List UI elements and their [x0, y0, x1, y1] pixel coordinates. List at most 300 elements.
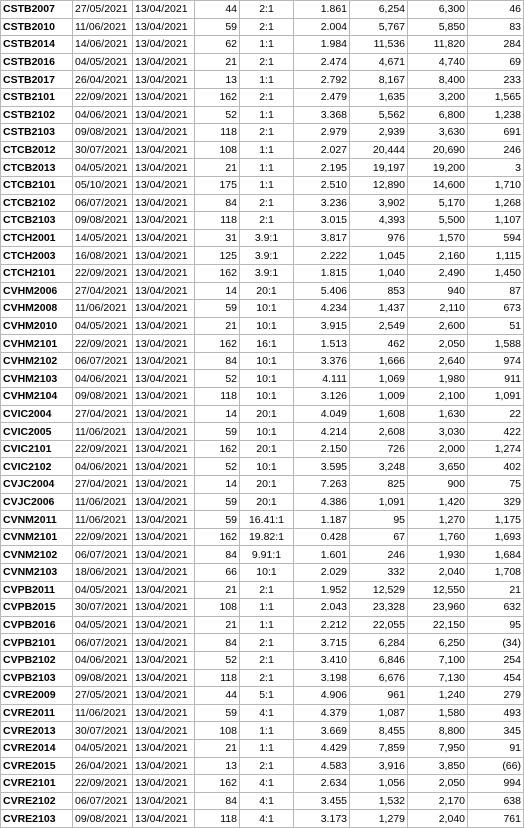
- cell-value: 3.455: [294, 792, 350, 810]
- cell-warrant-code: CVNM2102: [1, 546, 73, 564]
- cell-conversion-ratio: 2:1: [240, 88, 294, 106]
- cell-value: 2.212: [294, 616, 350, 634]
- cell-warrant-code: CSTB2017: [1, 71, 73, 89]
- cell-difference: 493: [468, 704, 524, 722]
- cell-conversion-ratio: 16.41:1: [240, 511, 294, 529]
- cell-days-remaining: 162: [195, 335, 240, 353]
- cell-warrant-code: CVHM2101: [1, 335, 73, 353]
- cell-col-7: 6,284: [350, 634, 408, 652]
- cell-value: 3.376: [294, 352, 350, 370]
- cell-valuation-date: 13/04/2021: [133, 264, 195, 282]
- cell-conversion-ratio: 1:1: [240, 71, 294, 89]
- cell-maturity-date: 22/09/2021: [73, 440, 133, 458]
- table-row: [1, 722, 524, 740]
- cell-col-7: 4,393: [350, 212, 408, 230]
- cell-value: 3.669: [294, 722, 350, 740]
- cell-col-7: 332: [350, 564, 408, 582]
- cell-col-8: 5,170: [408, 194, 468, 212]
- table-row: [1, 159, 524, 177]
- table-row: [1, 352, 524, 370]
- cell-conversion-ratio: 2:1: [240, 651, 294, 669]
- cell-col-7: 4,671: [350, 53, 408, 71]
- cell-valuation-date: 13/04/2021: [133, 106, 195, 124]
- cell-col-7: 19,197: [350, 159, 408, 177]
- cell-warrant-code: CVRE2011: [1, 704, 73, 722]
- cell-col-8: 20,690: [408, 141, 468, 159]
- cell-days-remaining: 59: [195, 493, 240, 511]
- table-row: [1, 194, 524, 212]
- cell-valuation-date: 13/04/2021: [133, 317, 195, 335]
- cell-warrant-code: CVRE2102: [1, 792, 73, 810]
- table-row: [1, 739, 524, 757]
- cell-warrant-code: CVRE2014: [1, 739, 73, 757]
- cell-value: 1.861: [294, 1, 350, 19]
- cell-col-7: 67: [350, 528, 408, 546]
- cell-difference: 22: [468, 405, 524, 423]
- cell-warrant-code: CSTB2014: [1, 36, 73, 54]
- cell-days-remaining: 175: [195, 176, 240, 194]
- cell-days-remaining: 14: [195, 405, 240, 423]
- cell-col-8: 7,130: [408, 669, 468, 687]
- cell-conversion-ratio: 2:1: [240, 194, 294, 212]
- cell-col-7: 1,069: [350, 370, 408, 388]
- cell-difference: 1,107: [468, 212, 524, 230]
- cell-col-7: 1,040: [350, 264, 408, 282]
- cell-col-7: 23,328: [350, 599, 408, 617]
- cell-value: 0.428: [294, 528, 350, 546]
- cell-warrant-code: CVHM2010: [1, 317, 73, 335]
- cell-col-8: 1,630: [408, 405, 468, 423]
- cell-col-8: 1,980: [408, 370, 468, 388]
- cell-maturity-date: 09/08/2021: [73, 124, 133, 142]
- cell-maturity-date: 27/05/2021: [73, 1, 133, 19]
- cell-difference: 1,588: [468, 335, 524, 353]
- cell-warrant-code: CTCH2003: [1, 247, 73, 265]
- cell-conversion-ratio: 10:1: [240, 352, 294, 370]
- cell-valuation-date: 13/04/2021: [133, 352, 195, 370]
- cell-difference: 1,238: [468, 106, 524, 124]
- cell-difference: 402: [468, 458, 524, 476]
- cell-maturity-date: 14/06/2021: [73, 36, 133, 54]
- cell-col-7: 726: [350, 440, 408, 458]
- cell-col-7: 6,676: [350, 669, 408, 687]
- cell-col-8: 3,630: [408, 124, 468, 142]
- cell-warrant-code: CVJC2006: [1, 493, 73, 511]
- cell-conversion-ratio: 2:1: [240, 634, 294, 652]
- cell-col-8: 2,050: [408, 775, 468, 793]
- table-row: [1, 264, 524, 282]
- cell-col-8: 3,850: [408, 757, 468, 775]
- cell-difference: 95: [468, 616, 524, 634]
- cell-value: 2.979: [294, 124, 350, 142]
- table-row: [1, 476, 524, 494]
- cell-warrant-code: CVPB2101: [1, 634, 73, 652]
- cell-col-8: 2,050: [408, 335, 468, 353]
- table-row: [1, 247, 524, 265]
- cell-value: 1.601: [294, 546, 350, 564]
- table-row: [1, 124, 524, 142]
- cell-value: 1.187: [294, 511, 350, 529]
- cell-difference: 75: [468, 476, 524, 494]
- table-row: [1, 317, 524, 335]
- table-row: [1, 405, 524, 423]
- cell-valuation-date: 13/04/2021: [133, 159, 195, 177]
- cell-value: 1.513: [294, 335, 350, 353]
- cell-value: 4.906: [294, 687, 350, 705]
- cell-col-8: 14,600: [408, 176, 468, 194]
- cell-valuation-date: 13/04/2021: [133, 141, 195, 159]
- cell-warrant-code: CVIC2101: [1, 440, 73, 458]
- cell-warrant-code: CSTB2007: [1, 1, 73, 19]
- cell-value: 3.173: [294, 810, 350, 828]
- cell-difference: 761: [468, 810, 524, 828]
- cell-col-7: 3,902: [350, 194, 408, 212]
- cell-col-7: 6,846: [350, 651, 408, 669]
- cell-difference: 3: [468, 159, 524, 177]
- cell-difference: 83: [468, 18, 524, 36]
- cell-conversion-ratio: 2:1: [240, 18, 294, 36]
- cell-valuation-date: 13/04/2021: [133, 194, 195, 212]
- cell-maturity-date: 11/06/2021: [73, 423, 133, 441]
- table-row: [1, 651, 524, 669]
- cell-maturity-date: 04/05/2021: [73, 317, 133, 335]
- table-row: [1, 423, 524, 441]
- cell-col-8: 940: [408, 282, 468, 300]
- cell-col-8: 4,740: [408, 53, 468, 71]
- cell-conversion-ratio: 10:1: [240, 300, 294, 318]
- cell-conversion-ratio: 2:1: [240, 53, 294, 71]
- cell-maturity-date: 04/05/2021: [73, 739, 133, 757]
- cell-difference: 345: [468, 722, 524, 740]
- table-row: [1, 493, 524, 511]
- cell-difference: 87: [468, 282, 524, 300]
- cell-days-remaining: 162: [195, 264, 240, 282]
- cell-difference: 1,450: [468, 264, 524, 282]
- cell-value: 4.234: [294, 300, 350, 318]
- cell-conversion-ratio: 20:1: [240, 282, 294, 300]
- cell-col-7: 3,916: [350, 757, 408, 775]
- table-row: [1, 511, 524, 529]
- cell-warrant-code: CVHM2103: [1, 370, 73, 388]
- cell-col-7: 1,666: [350, 352, 408, 370]
- cell-col-7: 1,437: [350, 300, 408, 318]
- cell-days-remaining: 162: [195, 528, 240, 546]
- cell-value: 1.815: [294, 264, 350, 282]
- cell-col-8: 1,930: [408, 546, 468, 564]
- table-row: [1, 704, 524, 722]
- cell-maturity-date: 30/07/2021: [73, 599, 133, 617]
- table-row: [1, 300, 524, 318]
- cell-warrant-code: CTCH2001: [1, 229, 73, 247]
- cell-col-8: 7,950: [408, 739, 468, 757]
- cell-conversion-ratio: 19.82:1: [240, 528, 294, 546]
- cell-col-8: 6,250: [408, 634, 468, 652]
- table-row: [1, 370, 524, 388]
- cell-value: 2.029: [294, 564, 350, 582]
- cell-col-8: 19,200: [408, 159, 468, 177]
- cell-maturity-date: 26/04/2021: [73, 71, 133, 89]
- cell-conversion-ratio: 1:1: [240, 106, 294, 124]
- cell-warrant-code: CVIC2102: [1, 458, 73, 476]
- cell-conversion-ratio: 2:1: [240, 669, 294, 687]
- cell-conversion-ratio: 20:1: [240, 440, 294, 458]
- table-row: [1, 88, 524, 106]
- cell-days-remaining: 84: [195, 352, 240, 370]
- cell-valuation-date: 13/04/2021: [133, 722, 195, 740]
- cell-difference: 1,115: [468, 247, 524, 265]
- cell-warrant-code: CVNM2101: [1, 528, 73, 546]
- cell-warrant-code: CTCB2013: [1, 159, 73, 177]
- cell-col-8: 8,400: [408, 71, 468, 89]
- cell-col-8: 3,030: [408, 423, 468, 441]
- cell-maturity-date: 11/06/2021: [73, 493, 133, 511]
- cell-col-7: 2,549: [350, 317, 408, 335]
- cell-days-remaining: 108: [195, 599, 240, 617]
- cell-conversion-ratio: 3.9:1: [240, 264, 294, 282]
- cell-warrant-code: CTCB2102: [1, 194, 73, 212]
- cell-col-8: 1,420: [408, 493, 468, 511]
- cell-value: 4.583: [294, 757, 350, 775]
- cell-warrant-code: CVNM2103: [1, 564, 73, 582]
- cell-days-remaining: 84: [195, 546, 240, 564]
- cell-conversion-ratio: 1:1: [240, 739, 294, 757]
- cell-maturity-date: 06/07/2021: [73, 194, 133, 212]
- cell-conversion-ratio: 1:1: [240, 722, 294, 740]
- cell-maturity-date: 22/09/2021: [73, 528, 133, 546]
- cell-col-7: 1,087: [350, 704, 408, 722]
- cell-days-remaining: 21: [195, 159, 240, 177]
- cell-value: 4.111: [294, 370, 350, 388]
- cell-warrant-code: CVRE2009: [1, 687, 73, 705]
- cell-maturity-date: 04/06/2021: [73, 370, 133, 388]
- cell-maturity-date: 11/06/2021: [73, 300, 133, 318]
- cell-value: 3.126: [294, 388, 350, 406]
- table-row: [1, 18, 524, 36]
- cell-conversion-ratio: 1:1: [240, 616, 294, 634]
- cell-conversion-ratio: 1:1: [240, 176, 294, 194]
- cell-col-7: 11,536: [350, 36, 408, 54]
- cell-days-remaining: 52: [195, 106, 240, 124]
- cell-maturity-date: 27/04/2021: [73, 282, 133, 300]
- cell-conversion-ratio: 1:1: [240, 141, 294, 159]
- cell-maturity-date: 30/07/2021: [73, 141, 133, 159]
- cell-valuation-date: 13/04/2021: [133, 775, 195, 793]
- cell-days-remaining: 59: [195, 18, 240, 36]
- cell-maturity-date: 14/05/2021: [73, 229, 133, 247]
- cell-valuation-date: 13/04/2021: [133, 634, 195, 652]
- cell-col-8: 7,100: [408, 651, 468, 669]
- cell-value: 3.410: [294, 651, 350, 669]
- cell-valuation-date: 13/04/2021: [133, 476, 195, 494]
- cell-value: 3.368: [294, 106, 350, 124]
- cell-maturity-date: 27/05/2021: [73, 687, 133, 705]
- cell-valuation-date: 13/04/2021: [133, 1, 195, 19]
- cell-col-7: 8,455: [350, 722, 408, 740]
- cell-days-remaining: 21: [195, 53, 240, 71]
- cell-maturity-date: 27/04/2021: [73, 476, 133, 494]
- cell-value: 4.386: [294, 493, 350, 511]
- cell-col-8: 22,150: [408, 616, 468, 634]
- cell-col-8: 2,110: [408, 300, 468, 318]
- cell-valuation-date: 13/04/2021: [133, 53, 195, 71]
- cell-warrant-code: CVPB2103: [1, 669, 73, 687]
- table-row: [1, 528, 524, 546]
- cell-col-8: 2,040: [408, 810, 468, 828]
- cell-value: 3.817: [294, 229, 350, 247]
- cell-warrant-code: CVIC2005: [1, 423, 73, 441]
- cell-col-8: 1,580: [408, 704, 468, 722]
- table-row: [1, 616, 524, 634]
- cell-col-7: 12,890: [350, 176, 408, 194]
- cell-days-remaining: 118: [195, 124, 240, 142]
- cell-col-8: 11,820: [408, 36, 468, 54]
- cell-days-remaining: 21: [195, 739, 240, 757]
- cell-maturity-date: 09/08/2021: [73, 212, 133, 230]
- cell-maturity-date: 04/06/2021: [73, 106, 133, 124]
- cell-valuation-date: 13/04/2021: [133, 229, 195, 247]
- cell-value: 2.222: [294, 247, 350, 265]
- cell-col-7: 1,091: [350, 493, 408, 511]
- cell-difference: 1,693: [468, 528, 524, 546]
- cell-maturity-date: 05/10/2021: [73, 176, 133, 194]
- cell-valuation-date: 13/04/2021: [133, 564, 195, 582]
- cell-valuation-date: 13/04/2021: [133, 282, 195, 300]
- cell-col-7: 7,859: [350, 739, 408, 757]
- table-row: [1, 564, 524, 582]
- cell-valuation-date: 13/04/2021: [133, 388, 195, 406]
- cell-difference: 51: [468, 317, 524, 335]
- cell-valuation-date: 13/04/2021: [133, 247, 195, 265]
- cell-col-7: 1,045: [350, 247, 408, 265]
- cell-difference: 246: [468, 141, 524, 159]
- cell-warrant-code: CVHM2008: [1, 300, 73, 318]
- cell-value: 3.715: [294, 634, 350, 652]
- cell-col-7: 462: [350, 335, 408, 353]
- cell-warrant-code: CSTB2010: [1, 18, 73, 36]
- cell-value: 4.429: [294, 739, 350, 757]
- cell-valuation-date: 13/04/2021: [133, 651, 195, 669]
- cell-conversion-ratio: 2:1: [240, 757, 294, 775]
- cell-conversion-ratio: 4:1: [240, 792, 294, 810]
- cell-conversion-ratio: 4:1: [240, 704, 294, 722]
- cell-days-remaining: 44: [195, 1, 240, 19]
- cell-col-7: 853: [350, 282, 408, 300]
- cell-maturity-date: 22/09/2021: [73, 335, 133, 353]
- cell-col-7: 1,608: [350, 405, 408, 423]
- cell-warrant-code: CVPB2011: [1, 581, 73, 599]
- cell-valuation-date: 13/04/2021: [133, 212, 195, 230]
- cell-difference: 673: [468, 300, 524, 318]
- cell-days-remaining: 118: [195, 669, 240, 687]
- cell-days-remaining: 162: [195, 88, 240, 106]
- cell-days-remaining: 62: [195, 36, 240, 54]
- table-row: [1, 775, 524, 793]
- cell-col-7: 5,562: [350, 106, 408, 124]
- cell-difference: 233: [468, 71, 524, 89]
- cell-days-remaining: 21: [195, 581, 240, 599]
- cell-warrant-code: CVRE2015: [1, 757, 73, 775]
- cell-days-remaining: 52: [195, 651, 240, 669]
- cell-col-7: 20,444: [350, 141, 408, 159]
- cell-warrant-code: CVNM2011: [1, 511, 73, 529]
- cell-value: 2.195: [294, 159, 350, 177]
- cell-valuation-date: 13/04/2021: [133, 546, 195, 564]
- cell-difference: 1,091: [468, 388, 524, 406]
- cell-conversion-ratio: 10:1: [240, 564, 294, 582]
- cell-maturity-date: 22/09/2021: [73, 88, 133, 106]
- table-row: [1, 458, 524, 476]
- cell-days-remaining: 125: [195, 247, 240, 265]
- cell-maturity-date: 26/04/2021: [73, 757, 133, 775]
- cell-conversion-ratio: 10:1: [240, 458, 294, 476]
- cell-col-8: 2,160: [408, 247, 468, 265]
- cell-maturity-date: 04/05/2021: [73, 581, 133, 599]
- cell-difference: 1,684: [468, 546, 524, 564]
- cell-difference: (34): [468, 634, 524, 652]
- table-row: [1, 792, 524, 810]
- cell-days-remaining: 118: [195, 810, 240, 828]
- cell-conversion-ratio: 5:1: [240, 687, 294, 705]
- cell-warrant-code: CSTB2016: [1, 53, 73, 71]
- cell-col-7: 1,635: [350, 88, 408, 106]
- cell-warrant-code: CTCH2101: [1, 264, 73, 282]
- cell-col-8: 12,550: [408, 581, 468, 599]
- table-row: [1, 634, 524, 652]
- cell-days-remaining: 14: [195, 476, 240, 494]
- cell-days-remaining: 21: [195, 616, 240, 634]
- cell-days-remaining: 84: [195, 194, 240, 212]
- cell-warrant-code: CTCB2101: [1, 176, 73, 194]
- cell-valuation-date: 13/04/2021: [133, 616, 195, 634]
- cell-col-8: 5,850: [408, 18, 468, 36]
- cell-maturity-date: 27/04/2021: [73, 405, 133, 423]
- cell-days-remaining: 66: [195, 564, 240, 582]
- cell-conversion-ratio: 10:1: [240, 317, 294, 335]
- cell-difference: 594: [468, 229, 524, 247]
- cell-days-remaining: 108: [195, 141, 240, 159]
- cell-difference: 422: [468, 423, 524, 441]
- cell-difference: 21: [468, 581, 524, 599]
- cell-warrant-code: CVRE2101: [1, 775, 73, 793]
- cell-value: 3.915: [294, 317, 350, 335]
- cell-col-8: 2,170: [408, 792, 468, 810]
- cell-warrant-code: CVPB2102: [1, 651, 73, 669]
- table-row: [1, 440, 524, 458]
- cell-maturity-date: 09/08/2021: [73, 669, 133, 687]
- cell-conversion-ratio: 2:1: [240, 212, 294, 230]
- cell-days-remaining: 162: [195, 440, 240, 458]
- cell-col-7: 961: [350, 687, 408, 705]
- cell-maturity-date: 11/06/2021: [73, 704, 133, 722]
- cell-days-remaining: 59: [195, 704, 240, 722]
- cell-value: 3.198: [294, 669, 350, 687]
- cell-value: 1.984: [294, 36, 350, 54]
- cell-difference: 454: [468, 669, 524, 687]
- cell-value: 2.479: [294, 88, 350, 106]
- cell-warrant-code: CSTB2103: [1, 124, 73, 142]
- cell-days-remaining: 84: [195, 634, 240, 652]
- cell-difference: 91: [468, 739, 524, 757]
- cell-valuation-date: 13/04/2021: [133, 335, 195, 353]
- cell-maturity-date: 04/05/2021: [73, 159, 133, 177]
- cell-difference: 632: [468, 599, 524, 617]
- cell-difference: 284: [468, 36, 524, 54]
- cell-value: 2.027: [294, 141, 350, 159]
- cell-days-remaining: 59: [195, 511, 240, 529]
- cell-col-8: 23,960: [408, 599, 468, 617]
- cell-valuation-date: 13/04/2021: [133, 528, 195, 546]
- cell-days-remaining: 59: [195, 423, 240, 441]
